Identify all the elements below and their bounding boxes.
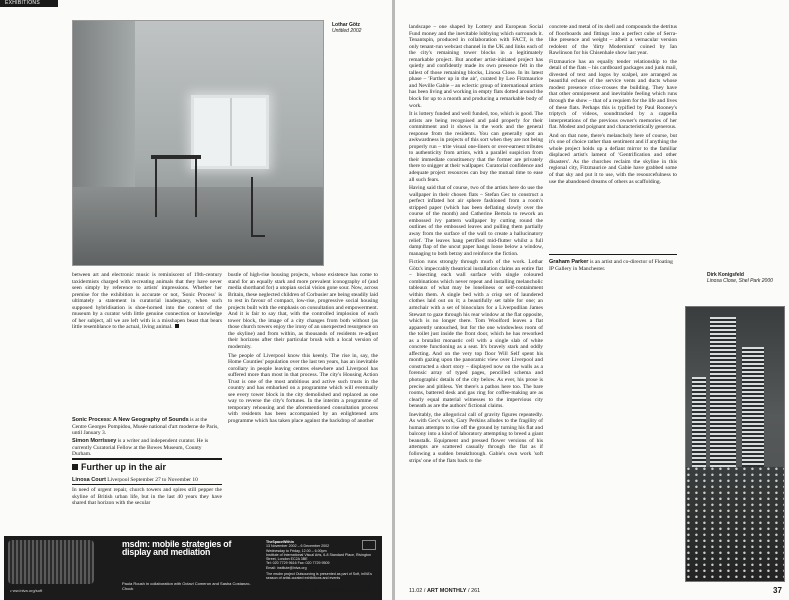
column-text: Fitzmaurice has an equally tender relationship to the detail of the flats – his cardboard packages and junk mail, divested of text and logos by scalpel, are arranged as beautiful echoes of the service vents and ducts whose modest presence criss-crosses the building. They have that other omnipresent and inevitable feeling which runs through the show – that of a requiem for the life and lives of these flats. Perhaps this is typified by Paul Rooney's triptych of videos, soundtracked by a cappella interpretations of the previous owner's memories of her flat. Modest and poignant and characteristically generous. [549, 58, 677, 131]
bio-text: is an artist and co-director of Floating IP Gallery in Manchester. [549, 259, 673, 272]
page-number: 36 [4, 586, 13, 595]
heading-text: Further up in the air [81, 462, 167, 472]
caption-artist: Dirk Konigsfeld [707, 272, 744, 278]
ad-title: msdm: mobile strategies of display and mediation [122, 539, 232, 558]
photo-table [151, 155, 201, 159]
caption-title: Linosa Close, Shel Park 2000 [707, 278, 773, 285]
photo-window [191, 95, 269, 169]
folio-magazine: ART MONTHLY [313, 588, 354, 594]
bio-name: Graham Parker [549, 259, 589, 265]
column-text: between art and electronic music is reminiscent of 19th-century taxidermists charged with recreating animals that they have never seen simply by reference to artists' impressions. Whether her premise for the exhibition is accurate or not, 'Sonic Process' is ultimately a statement in curatorial inadequacy, when such supposed hybridisation is shoe-horned into the context of the museum by a curator with little genuine connection or knowledge of her subject, all we are left with is a misshapen beast that bears little resemblance to the actual, living animal. [72, 272, 222, 331]
ad-dates: 13 November 2002 – 6 December 2002 [266, 544, 330, 549]
bio-text: is at the Centre Georges Pompidou, Musée national d'art moderne de Paris, until January 3. [72, 417, 219, 437]
column-text: It is lottery funded and well funded, too, which is good. The artists are being recognised and paid properly for their commitment and it shows in the work and the general response from the residents. You can generally spot an awkwardness in projects of this sort when they are not being properly run – trite visual one-liners or over-earnest tributes to authenticity from artists, with a parallel suspicion from their immediate constituency that the former are privately there to snigger at their wallpaper. Curatorial confidence and adequate project resources can buy the mutual time to ease all such fears. [409, 111, 543, 183]
left-page [0, 0, 392, 600]
article-column-4 [549, 24, 677, 236]
column-text: landscape – one shaped by Lottery and European Social Fund money and the inevitable lobbying which surrounds it. Tenantspin, produced in collaboration with FACT, is the only tenant-run webcast channel in the UK and links each of the city's remaining tower blocks in a legitimately remarkable project. But another artist-initiated project has quietly and confidently made its own presence felt in the tallest of those remaining blocks, Linosa Close. In its latest phase – 'Further up in the air', curated by Leo Fitzmaurice and Neville Gabie – an eclectic group of international artists has been living and working in empty flats dotted around the block for up to a month and producing a remarkable body of work. [409, 24, 543, 109]
ad-url: www.iniva.org/soft [10, 588, 43, 593]
author-bio [72, 438, 222, 458]
ad-venue-title: TheSpaceWithin [266, 540, 294, 544]
ad-note: The msdm project Outsourcing is presented as part of Soft, inIVA's season of artist-curated exhibitions and events [266, 572, 372, 581]
caption-title: Untitled 2002 [332, 28, 362, 35]
review-dates: Liverpool September 27 to November 10 [105, 477, 198, 483]
photo-tower [742, 347, 764, 467]
column-text: Having said that of course, two of the artists here do use the wallpaper in their chosen flats – Stefan Gec to construct a perfect inflated hot air sphere fashioned from a room's stripped paper (which has been deflating slowly over the course of the month) and Catherine Bertola to rework an embossed ivy pattern wallpaper by cutting round the outlines of the embossed leaves and pulling them partially away from the surface of the wall to create a hallucinatory relief. The leaves hang petrified mid-flutter whilst a full damp flap of the uncut paper hangs loose below a window, managing to both betray and reinforce the fiction. [409, 185, 543, 257]
section-tag: EXHIBITIONS [0, 0, 58, 7]
section-rule [72, 458, 222, 460]
ad-sponsor-logos [362, 540, 376, 550]
heading-square-icon [72, 464, 78, 470]
ad-phone: Tel: 020 7729 9616 Fax: 020 7729 9509 [266, 561, 330, 566]
photo-tower [692, 377, 706, 467]
column-text: And on that note, there's melancholy here of course, but it's one of choice rather than sentiment and if anything the whole project holds up a defiant mirror to the familiar displaced artist's lament of 'Gentrification and other disasters'. As the churches reclaim the skyline in this regional city, Fitzmaurice and Gabie have grabbed some of that sky and put it to use, with the resourcefulness to use the abandoned dreams of others as scaffolding. [549, 132, 677, 185]
review-venue-line [72, 477, 222, 484]
room-interior-photo [72, 20, 324, 266]
column-text: bustle of high-rise housing projects, whose existence has come to stand for an equally stark and more prevalent iconography of (and media shorthand for) a utopian social vision gone sour. Now, across Britain, these neglected children of Corbusier are being steadily laid to rest in favour of compact, low-rise, progressive social housing projects built with the emphasis on consultation and empowerment. And it is fair to say that, with the controlled implosion of each tower block, the image of a city changes from both without (as those church towers enjoy the irony of an unexpected resurgence on the skyline) and from within, as thousands of residents re-adjust their horizons after their particular brush with a local version of modernity. [228, 272, 378, 351]
column-text: concrete and metal of its shell and compounds the detritus of floorboards and fittings into a perfect cube of Serra-like presence and weight – albeit a vernacular version redolent of the 'dirty Modernism' coined by Ian Rawlinson for his Chisenhale show last year. [549, 24, 677, 57]
photo-table-leg [195, 159, 197, 217]
article-column-3 [409, 24, 543, 582]
sonic-bio [72, 417, 222, 437]
folio-date: 11.02 / [409, 588, 427, 594]
photo-city-lights [686, 467, 784, 582]
folio-issue: / 261 [466, 588, 481, 594]
bio-title: Sonic Process: A New Geography of Sounds [72, 417, 189, 423]
column-text: The people of Liverpool know this keenly. The rise in, say, the Home Counties' population over the last ten years, has an inevitable corollary in people leaving centres elsewhere and Liverpool has suffered more than most in that process. The city's Housing Action Trust is one of the most ambitious and active such trusts in the country and has embarked on a programme which will eventually see every tower block in the city demolished and replaced as one way to reverse the city's fortunes. In the interim a programme of temporary rehousing and the aforementioned consultation process with residents has been accompanied by an enlightened arts programme which has taken place against the backdrop of another [228, 352, 378, 425]
photo-caption [332, 22, 388, 34]
tower-block-photo [685, 306, 785, 582]
photo-table-leg [155, 159, 157, 217]
column-text: In need of urgent repair, church towers and spires still pepper the skyline of British urban life, but in the last 40 years they have shared that horizon with the secular [72, 487, 222, 507]
bio-name: Simon Morrissey [72, 438, 117, 444]
review-artist: Linosa Court [72, 477, 106, 483]
page-number: 37 [773, 586, 782, 595]
folio-line [409, 588, 480, 594]
folio-line [300, 588, 371, 594]
folio-magazine: ART MONTHLY [426, 588, 467, 594]
right-page [395, 0, 789, 600]
photo-tower [710, 317, 736, 467]
folio-date: / 11.02 [353, 588, 372, 594]
article-column-1 [72, 272, 222, 410]
photo-floor [73, 187, 323, 265]
section-rule [549, 254, 677, 255]
photo-caption [707, 272, 783, 284]
photo-chair [251, 177, 265, 237]
ad-logo-graphic [8, 540, 94, 584]
column-text: Inevitably, the allegorical call of gravity figures repeatedly. As with Gec's work, Gary Perkins alludes to the fragility of human attempts to rise off the ground by turning his flat and balcony into a kind of laboratory attempting to breed a giant beanstalk. Equipment and pressed flower versions of his attempts are scattered casually through the flat as if following a sudden breakthrough. Gabie's own work 'soft strips' one of the flats back to the [409, 411, 543, 464]
photo-wall [73, 21, 135, 191]
column-text: Fiction runs strongly through much of the work. Lothar Götz's impeccably theatrical installation claims an entire flat – bisecting each wall surface with single coloured combinations which never repeat and installing melancholic tableaux of what may be loneliness or self-containment within them. A single bed with a crisp set of laundered clothes laid out on it; a beautifully set table for one; an armchair with a set of binoculars for a Liverpudlian James Stewart to gaze through his rear window at the flat opposite, which is no longer there. Tom Woolford leaves a flat apparently untouched, but for the one windowless room of the toilet just inside the front door, which he has reworked as a brutalist monastic cell with a single slab of white concrete functioning as a seat. It's bravely stark and oddly affecting. And on the very top floor Will Self spent his month gazing upon the panoramic view over Liverpool and constructed a short story – displayed now on the walls as a forensic array of typed pages, pencilled schema and photographic details of the city below. As ever, his prose is precise and pitiless. Yet there's a pathos here too. The bare rooms, battered desk and gas ring for coffee-making are as clearly equal material witnesses to the impervious city beneath as are the authors' fictional claims. [409, 259, 543, 410]
author-bio [549, 259, 677, 272]
article-column-intro [72, 487, 222, 531]
end-mark [175, 324, 179, 328]
article-column-2 [228, 272, 378, 526]
section-rule [72, 484, 222, 485]
review-heading [72, 462, 222, 472]
ad-address: Institute of International Visual Arts, 6-8 Standard Place, Rivington Street, London EC2A 3BE [266, 552, 372, 562]
caption-artist: Lothar Götz [332, 22, 361, 28]
ad-hours: Wednesday to Friday, 12.00 – 6.00pm [266, 548, 327, 553]
bio-text: is a writer and independent curator. He is currently Curatorial Fellow at the Bowes Museum, County Durham. [72, 438, 209, 458]
ad-email: Email: institute@iniva.org [266, 565, 307, 570]
folio-issue: 261 / [300, 588, 314, 594]
ad-credit: Paula Roush in collaboration with Octavi Comeron and Sasha Costanzo-Chock [122, 581, 251, 591]
